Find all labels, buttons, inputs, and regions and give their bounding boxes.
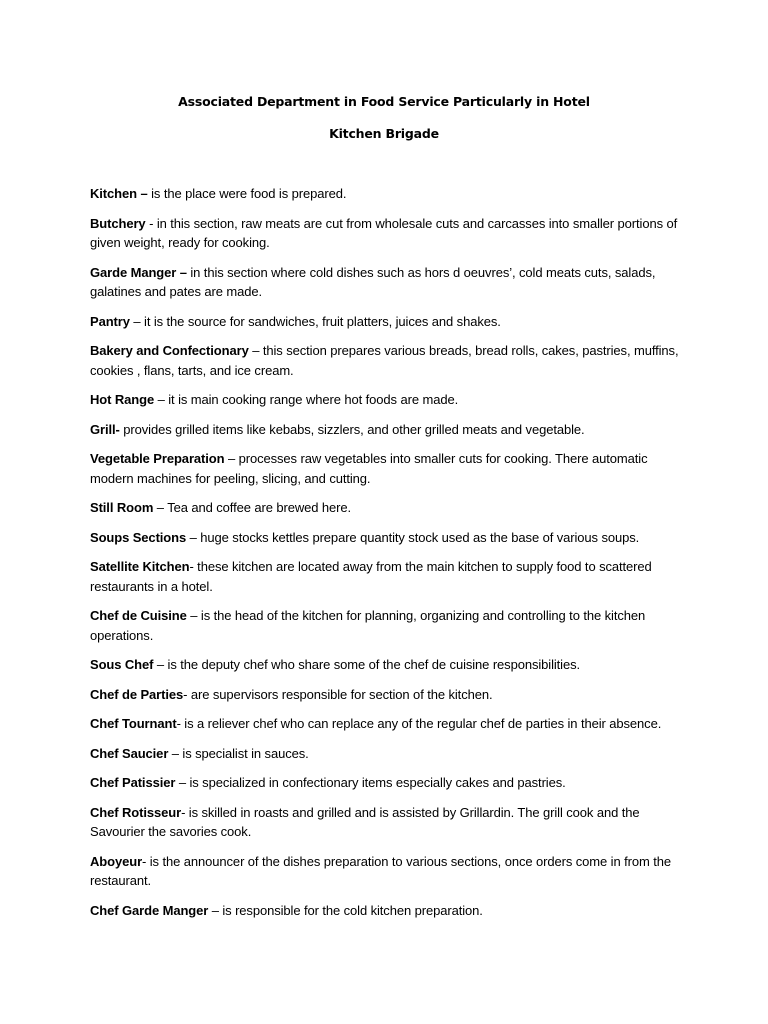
definition-entry bbox=[90, 685, 690, 705]
definition-entry bbox=[90, 498, 690, 518]
definition-entry bbox=[90, 312, 690, 332]
definition-entry bbox=[90, 341, 690, 380]
definition-term: Soups Sections bbox=[90, 529, 187, 545]
definition-entry bbox=[90, 420, 690, 440]
definition-text: – is responsible for the cold kitchen preparation. bbox=[208, 902, 483, 918]
definition-text: – is the head of the kitchen for planning, organizing and controlling to the kitchen operations. bbox=[90, 608, 646, 643]
definition-text: – this section prepares various breads, bread rolls, cakes, pastries, muffins, cookies , flans, tarts, and ice cream. bbox=[90, 343, 679, 378]
definition-entry bbox=[90, 744, 690, 764]
definition-term: Aboyeur bbox=[90, 853, 143, 869]
definition-term: Chef Tournant bbox=[90, 716, 177, 731]
definition-term: Chef Patissier bbox=[90, 775, 176, 790]
definition-term: Grill- bbox=[90, 421, 120, 437]
definition-term: Chef de Parties bbox=[90, 686, 184, 702]
definition-text: - is the announcer of the dishes preparation to various sections, once orders come in from the restaurant. bbox=[90, 853, 671, 888]
definition-text: – huge stocks kettles prepare quantity stock used as the base of various soups. bbox=[186, 529, 640, 545]
definition-text: provides grilled items like kebabs, sizzlers, and other grilled meats and vegetable. bbox=[119, 421, 585, 437]
definition-text: – processes raw vegetables into smaller cuts for cooking. There automatic modern machines for peeling, slicing, and cutting. bbox=[90, 451, 648, 486]
definition-text: - is skilled in roasts and grilled and is assisted by Grillardin. The grill cook and the Savourier the savories cook. bbox=[90, 804, 640, 839]
definition-entry bbox=[90, 655, 690, 675]
definition-text: – is the deputy chef who share some of the chef de cuisine responsibilities. bbox=[153, 657, 580, 672]
definition-entry bbox=[90, 714, 690, 734]
definition-term: Still Room bbox=[90, 500, 154, 515]
definition-text: - these kitchen are located away from the main kitchen to supply food to scattered restaurants in a hotel. bbox=[90, 559, 652, 594]
definition-term: Hot Range bbox=[90, 392, 155, 407]
definition-term: Chef Garde Manger bbox=[90, 902, 209, 918]
definition-entry bbox=[90, 901, 690, 921]
definition-text: – is specialist in sauces. bbox=[168, 745, 309, 761]
definition-entry bbox=[90, 390, 690, 410]
definition-entry bbox=[90, 528, 690, 548]
definition-term: Pantry bbox=[90, 313, 130, 329]
definition-term: Butchery bbox=[90, 215, 146, 231]
definition-term: Sous Chef bbox=[90, 657, 154, 672]
definition-entry bbox=[90, 606, 690, 645]
definition-text: - are supervisors responsible for section of the kitchen. bbox=[183, 686, 493, 702]
definition-text: is the place were food is prepared. bbox=[147, 186, 347, 201]
definition-text: in this section where cold dishes such as hors d oeuvres’, cold meats cuts, salads, galatines and pates are made. bbox=[90, 264, 656, 299]
definition-text: – Tea and coffee are brewed here. bbox=[153, 500, 352, 515]
page-title: Associated Department in Food Service Particularly in Hotel bbox=[178, 94, 590, 109]
definition-entry bbox=[90, 557, 690, 596]
definition-text: – it is the source for sandwiches, fruit platters, juices and shakes. bbox=[129, 313, 501, 329]
definition-text: - is a reliever chef who can replace any of the regular chef de parties in their absence. bbox=[176, 716, 662, 731]
definition-term: Chef de Cuisine bbox=[90, 608, 187, 623]
definition-entry bbox=[90, 184, 690, 204]
page-subtitle: Kitchen Brigade bbox=[329, 126, 439, 141]
definition-entry bbox=[90, 852, 690, 891]
definition-term: Chef Rotisseur bbox=[90, 804, 182, 820]
definition-term: Bakery and Confectionary bbox=[90, 343, 249, 358]
definition-term: Satellite Kitchen bbox=[90, 559, 190, 574]
definition-term: Vegetable Preparation bbox=[90, 451, 225, 466]
definition-term: Kitchen – bbox=[90, 186, 148, 201]
definition-text: – it is main cooking range where hot foods are made. bbox=[154, 392, 459, 407]
definition-text: – is specialized in confectionary items especially cakes and pastries. bbox=[175, 775, 566, 790]
definition-text: - in this section, raw meats are cut from wholesale cuts and carcasses into smaller portions of given weight, ready for cooking. bbox=[90, 215, 678, 250]
definition-term: Garde Manger – bbox=[90, 264, 187, 280]
definition-entry bbox=[90, 773, 690, 793]
definition-list bbox=[90, 184, 690, 930]
definition-term: Chef Saucier bbox=[90, 745, 169, 761]
definition-entry bbox=[90, 803, 690, 842]
definition-entry bbox=[90, 214, 690, 253]
definition-entry bbox=[90, 449, 690, 488]
definition-entry bbox=[90, 263, 690, 302]
